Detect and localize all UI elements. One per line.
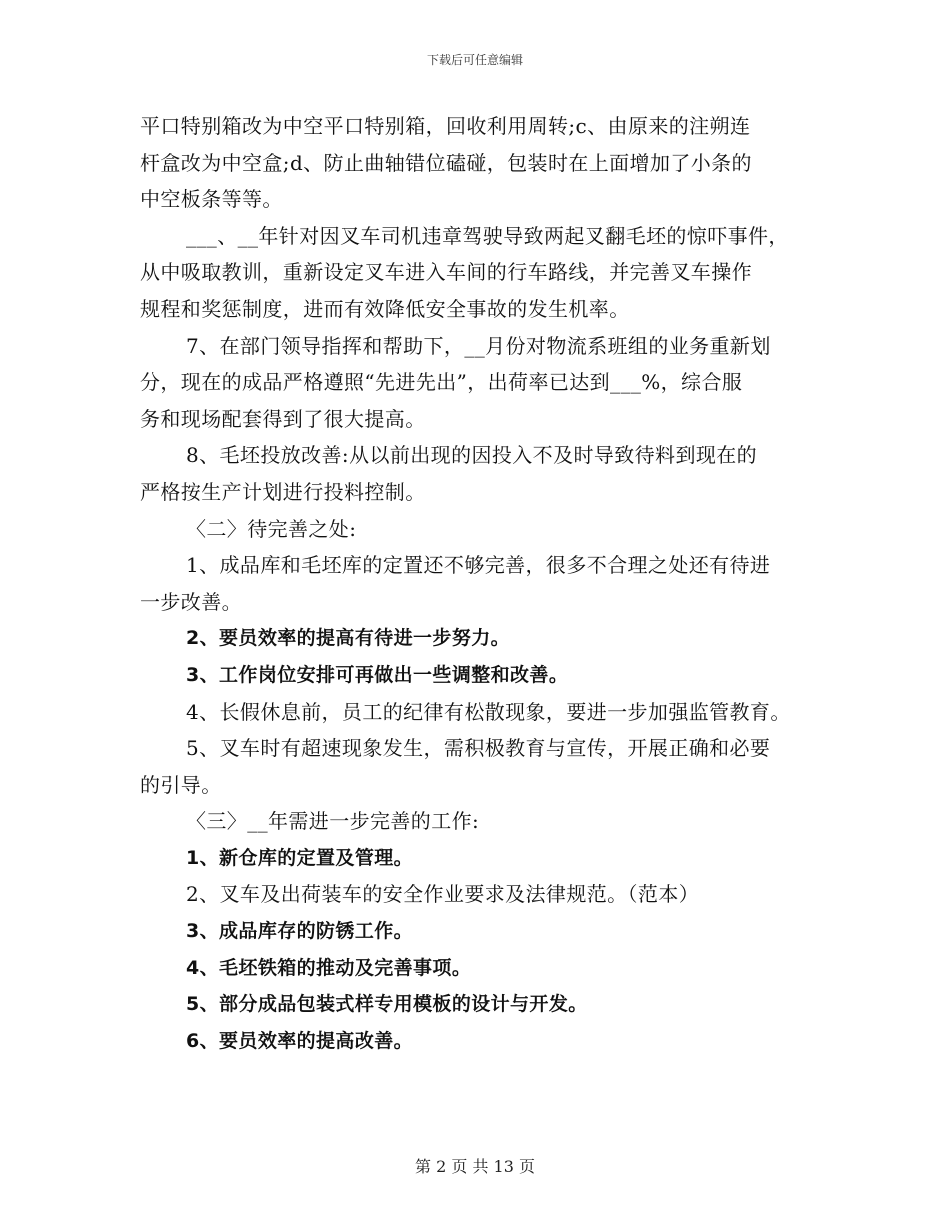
list-item-bold: 5、部分成品包装式样专用模板的设计与开发。 xyxy=(186,993,588,1016)
list-item-bold: 3、工作岗位安排可再做出一些调整和改善。 xyxy=(186,663,569,686)
page-footer: 第 2 页 共 13 页 xyxy=(415,1157,535,1176)
list-item: 4、长假休息前，员工的纪律有松散现象，要进一步加强监管教育。 xyxy=(186,699,791,724)
document-body xyxy=(140,108,820,1059)
list-item: 5、叉车时有超速现象发生，需积极教育与宣传，开展正确和必要 xyxy=(186,736,771,761)
page-header: 下载后可任意编辑 xyxy=(426,53,523,67)
list-item-bold: 2、要员效率的提高有待进一步努力。 xyxy=(186,627,511,650)
text-line: 分，现在的成品严格遵照“先进先出”，出荷率已达到___%，综合服 xyxy=(140,370,743,395)
text-line: 中空板条等等。 xyxy=(140,187,283,212)
paragraph-start: 8、毛坯投放改善:从以前出现的因投入不及时导致待料到现在的 xyxy=(186,443,758,468)
text-line: 严格按生产计划进行投料控制。 xyxy=(140,479,426,504)
list-item-bold: 6、要员效率的提高改善。 xyxy=(186,1029,414,1052)
list-item-bold: 4、毛坯铁箱的推动及完善事项。 xyxy=(186,956,472,979)
list-item-bold: 1、新仓库的定置及管理。 xyxy=(186,846,414,869)
list-item: 1、成品库和毛坯库的定置还不够完善，很多不合理之处还有待进 xyxy=(186,553,771,578)
text-line: 一步改善。 xyxy=(140,589,242,614)
text-line: 规程和奖惩制度，进而有效降低安全事故的发生机率。 xyxy=(140,296,630,321)
section-heading: 〈三〉__年需进一步完善的工作: xyxy=(186,809,480,834)
text-line: 务和现场配套得到了很大提高。 xyxy=(140,406,426,431)
paragraph-start: ___、__年针对因叉车司机违章驾驶导致两起叉翻毛坯的惊吓事件， xyxy=(186,223,789,248)
list-item-bold: 3、成品库存的防锈工作。 xyxy=(186,920,414,943)
list-item: 2、叉车及出荷装车的安全作业要求及法律规范。（范本） xyxy=(186,882,700,907)
text-line: 杆盒改为中空盒;d、防止曲轴错位磕碰，包装时在上面增加了小条的 xyxy=(140,150,752,175)
text-line: 的引导。 xyxy=(140,772,222,797)
text-line: 平口特别箱改为中空平口特别箱，回收利用周转;c、由原来的注朔连 xyxy=(140,114,751,138)
paragraph-start: 7、在部门领导指挥和帮助下，__月份对物流系班组的业务重新划 xyxy=(186,333,771,358)
section-heading: 〈二〉待完善之处: xyxy=(186,516,357,541)
text-line: 从中吸取教训，重新设定叉车进入车间的行车路线，并完善叉车操作 xyxy=(140,260,752,285)
